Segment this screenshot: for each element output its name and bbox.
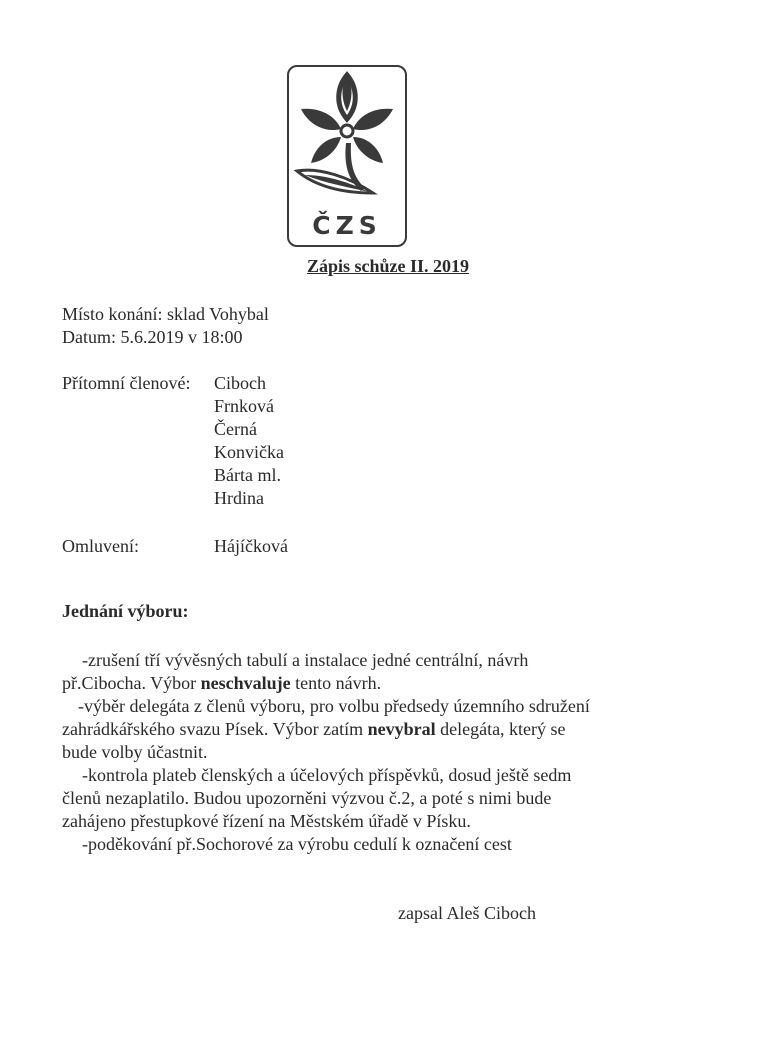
- present-label: Přítomní členové:: [62, 373, 191, 393]
- agenda-item-1-line-1: -zrušení tří vývěsných tabulí a instalace jedné centrální, návrh: [82, 650, 529, 670]
- agenda-item-3-line-2: členů nezaplatilo. Budou upozorněni výzvou č.2, a poté s nimi bude: [62, 788, 552, 808]
- excused-label: Omluvení:: [62, 536, 139, 556]
- agenda-item-2-line-2: [62, 718, 702, 741]
- agenda-list: [62, 649, 702, 856]
- agenda-emphasis: nevybral: [367, 719, 436, 739]
- agenda-emphasis: neschvaluje: [200, 673, 291, 693]
- meeting-date: Datum: 5.6.2019 v 18:00: [62, 327, 243, 347]
- agenda-item-2-line-1: -výběr delegáta z členů výboru, pro volbu předsedy územního sdružení: [78, 696, 590, 716]
- agenda-text: tento návrh.: [290, 673, 382, 693]
- agenda-item-4-line-1: -poděkování př.Sochorové za výrobu cedulí k označení cest: [82, 834, 512, 854]
- agenda-item-3-line-3: zahájeno přestupkové řízení na Městském úřadě v Písku.: [62, 811, 471, 831]
- agenda-text: delegáta, který se: [435, 719, 566, 739]
- agenda-text: př.Cibocha. Výbor: [62, 673, 201, 693]
- agenda-item-2-line-3: bude volby účastnit.: [62, 742, 208, 762]
- member-name: Konvička: [214, 442, 284, 462]
- signature: zapsal Aleš Ciboch: [398, 903, 536, 923]
- agenda-item-3-line-1: -kontrola plateb členských a účelových příspěvků, dosud ještě sedm: [82, 765, 572, 785]
- member-name: Bárta ml.: [214, 465, 281, 485]
- member-name: Hrdina: [214, 488, 264, 508]
- meeting-place: Místo konání: sklad Vohybal: [62, 304, 269, 324]
- member-name: Ciboch: [214, 373, 266, 393]
- excused-member: Hájíčková: [214, 536, 288, 556]
- page-title: Zápis schůze II. 2019: [306, 256, 470, 276]
- agenda-text: zahrádkářského svazu Písek. Výbor zatím: [62, 719, 368, 739]
- agenda-heading: Jednání výboru:: [62, 601, 189, 621]
- agenda-item-1-line-2: [62, 672, 702, 695]
- logo-text: ČZS: [312, 211, 382, 240]
- member-name: Černá: [214, 419, 257, 439]
- czs-logo: [287, 65, 407, 247]
- member-name: Frnková: [214, 396, 274, 416]
